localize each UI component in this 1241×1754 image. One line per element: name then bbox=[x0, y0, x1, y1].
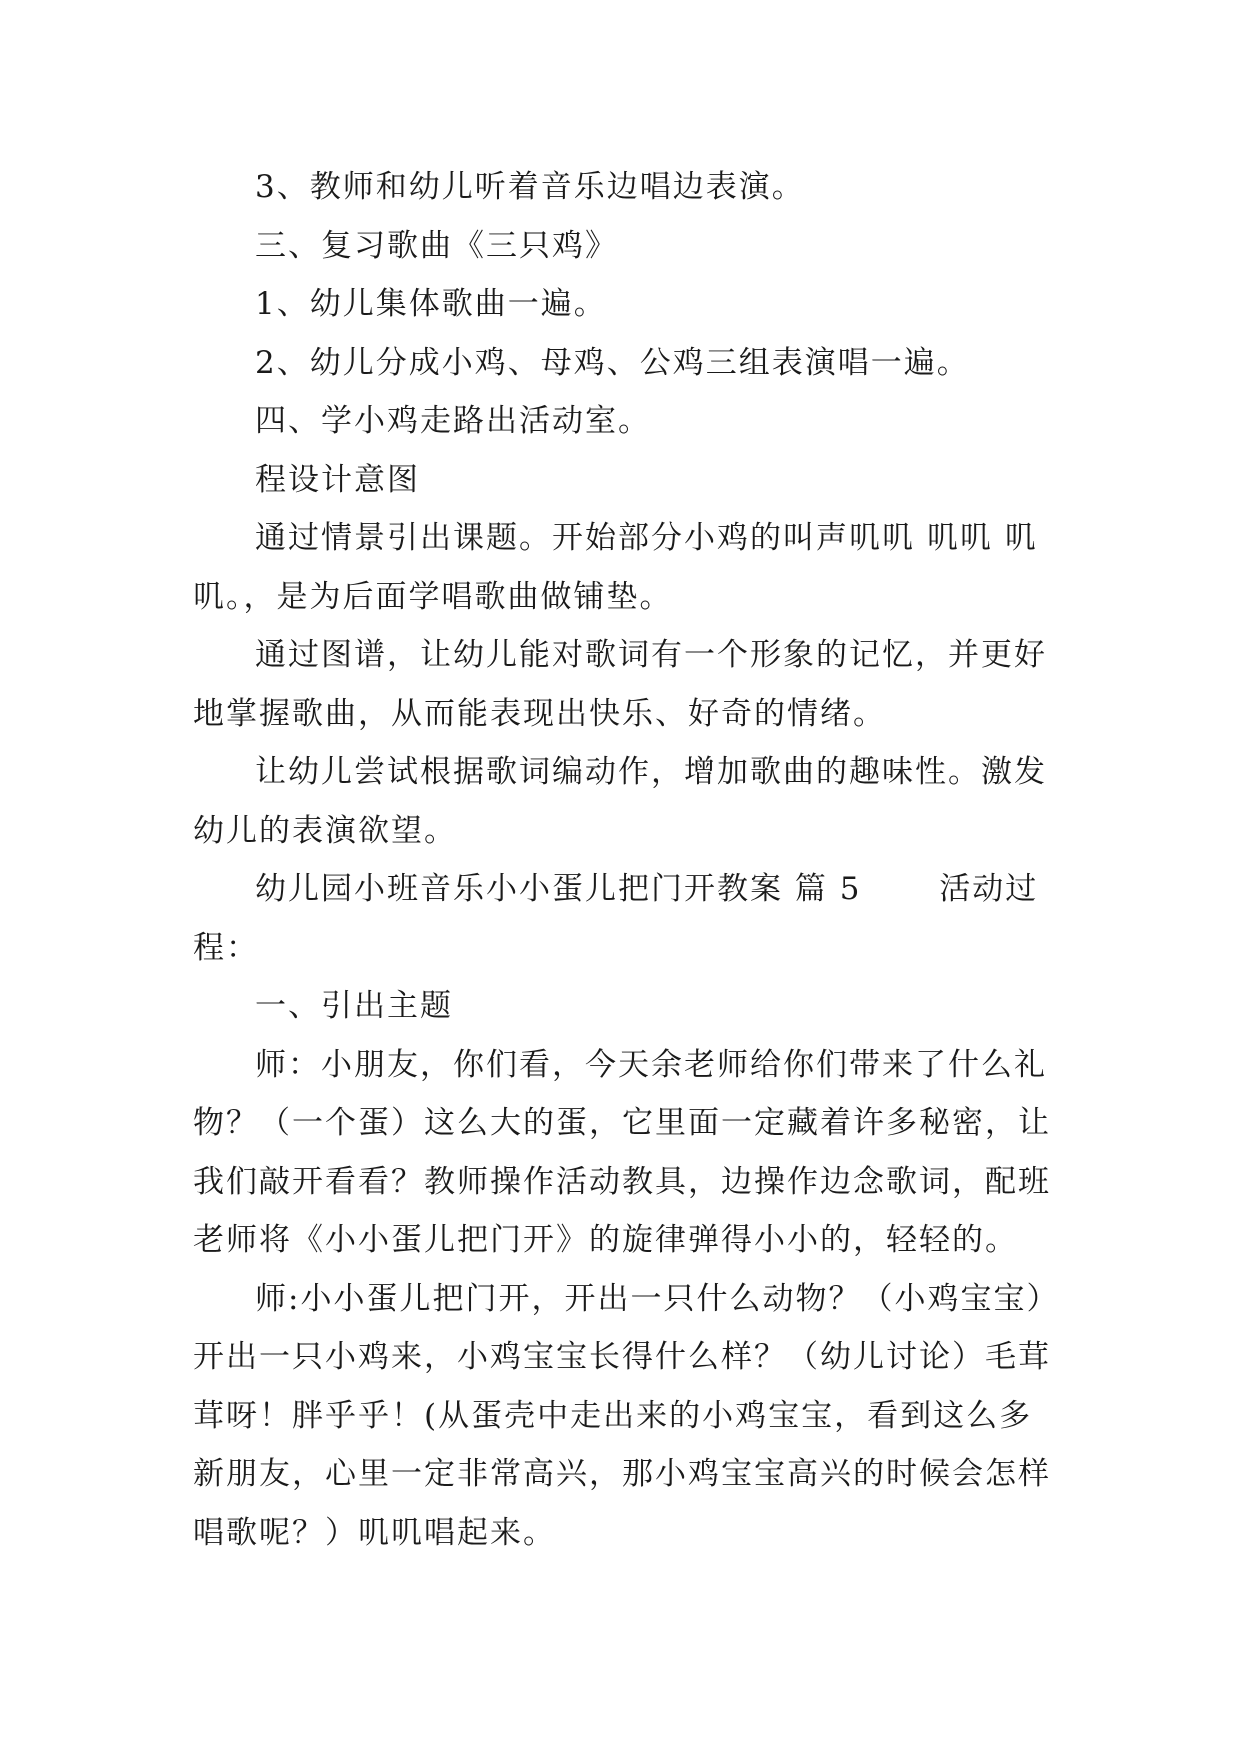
text-line: 幼儿的表演欲望。 bbox=[193, 812, 457, 849]
paragraph-step-2: 2、幼儿分成小鸡、母鸡、公鸡三组表演唱一遍。 bbox=[255, 344, 970, 381]
text-line: 茸呀！胖乎乎！(从蛋壳中走出来的小鸡宝宝，看到这么多 bbox=[193, 1397, 1033, 1434]
document-body bbox=[193, 158, 1060, 1562]
text-line: 幼儿园小班音乐小小蛋儿把门开教案 篇 5 活动过 bbox=[255, 871, 1039, 907]
section-heading-lesson-5 bbox=[193, 860, 1053, 977]
text-line: 开出一只小鸡来，小鸡宝宝长得什么样？（幼儿讨论）毛茸 bbox=[193, 1339, 1051, 1375]
heading-review-song: 三、复习歌曲《三只鸡》 bbox=[255, 227, 618, 264]
paragraph-step-1: 1、幼儿集体歌曲一遍。 bbox=[255, 286, 607, 322]
text-line: 通过图谱，让幼儿能对歌词有一个形象的记忆，并更好 bbox=[255, 637, 1047, 673]
text-line: 师：小朋友，你们看，今天余老师给你们带来了什么礼 bbox=[255, 1046, 1047, 1083]
paragraph-teacher-1 bbox=[193, 1036, 1053, 1270]
paragraph-intent-3 bbox=[193, 743, 1053, 860]
paragraph-teacher-2 bbox=[193, 1270, 1060, 1563]
text-line: 地掌握歌曲，从而能表现出快乐、好奇的情绪。 bbox=[193, 695, 886, 732]
text-line: 物？（一个蛋）这么大的蛋，它里面一定藏着许多秘密，让 bbox=[193, 1105, 1051, 1141]
text-line: 老师将《小小蛋儿把门开》的旋律弹得小小的，轻轻的。 bbox=[193, 1222, 1018, 1258]
text-line: 师:小小蛋儿把门开，开出一只什么动物？（小鸡宝宝） bbox=[255, 1280, 1060, 1317]
paragraph-intent-2 bbox=[193, 626, 1053, 743]
text-line: 通过情景引出课题。开始部分小鸡的叫声叽叽 叽叽 叽 bbox=[255, 520, 1038, 556]
heading-walk-out: 四、学小鸡走路出活动室。 bbox=[255, 403, 651, 439]
text-line: 新朋友，心里一定非常高兴，那小鸡宝宝高兴的时候会怎样 bbox=[193, 1456, 1051, 1492]
text-line: 唱歌呢？）叽叽唱起来。 bbox=[193, 1514, 556, 1551]
paragraph-step-3: 3、教师和幼儿听着音乐边唱边表演。 bbox=[255, 169, 805, 205]
text-line: 让幼儿尝试根据歌词编动作，增加歌曲的趣味性。激发 bbox=[255, 754, 1047, 790]
paragraph-intent-1 bbox=[193, 509, 1053, 626]
heading-intro-topic: 一、引出主题 bbox=[255, 988, 453, 1024]
text-line: 我们敲开看看？教师操作活动教具，边操作边念歌词，配班 bbox=[193, 1163, 1051, 1200]
text-line: 程： bbox=[193, 929, 259, 966]
heading-design-intent: 程设计意图 bbox=[255, 461, 420, 498]
text-line: 叽。，是为后面学唱歌曲做铺垫。 bbox=[193, 578, 673, 615]
